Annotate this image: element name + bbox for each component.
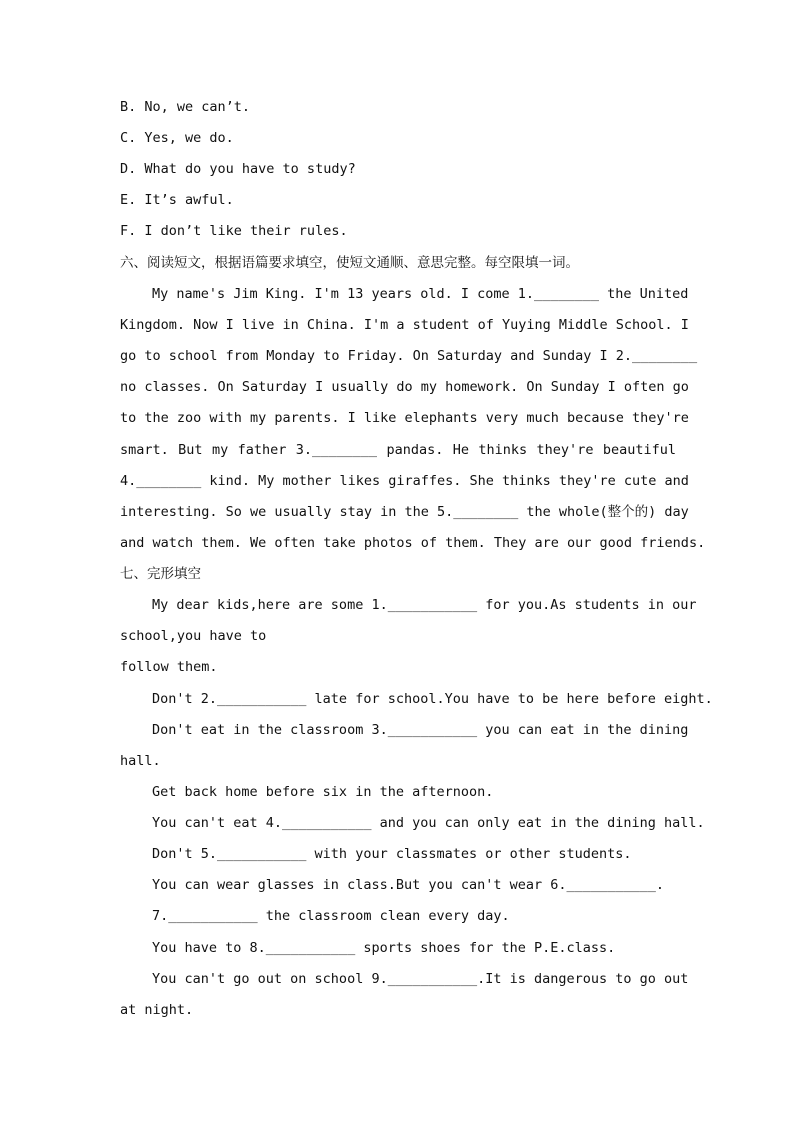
passage6-line: interesting. So we usually stay in the 5.________ the whole(整个的) day: [120, 504, 689, 520]
passage7-line: You can't eat 4.___________ and you can only eat in the dining hall.: [152, 815, 705, 831]
passage7-line: follow them.: [120, 659, 218, 675]
section6-heading: 六、阅读短文，根据语篇要求填空，使短文通顺、意思完整。每空限填一词。: [120, 255, 579, 271]
option-d: D. What do you have to study?: [120, 161, 356, 177]
passage7-line: Get back home before six in the afternoon.: [152, 784, 494, 800]
passage7-line: hall.: [120, 753, 161, 769]
option-f: F. I don’t like their rules.: [120, 223, 348, 239]
passage7-line: at night.: [120, 1002, 194, 1018]
passage6-line: 4.________ kind. My mother likes giraffes. She thinks they're cute and: [120, 473, 689, 489]
option-c: C. Yes, we do.: [120, 130, 234, 146]
passage6-line: My name's Jim King. I'm 13 years old. I come 1.________ the United: [152, 286, 689, 302]
passage7-line: You can't go out on school 9.___________.It is dangerous to go out: [152, 971, 689, 987]
option-b: B. No, we can’t.: [120, 99, 251, 115]
passage7-line: You have to 8.___________ sports shoes for the P.E.class.: [152, 940, 616, 956]
passage6-line: to the zoo with my parents. I like elephants very much because they're: [120, 410, 689, 426]
passage6-line: and watch them. We often take photos of them. They are our good friends.: [120, 535, 706, 551]
passage7-line: My dear kids,here are some 1.___________ for you.As students in our: [152, 597, 697, 613]
passage6-line: smart. But my father 3.________ pandas. He thinks they're beautiful: [120, 442, 676, 458]
passage7-line: Don't 2.___________ late for school.You have to be here before eight.: [152, 691, 713, 707]
passage6-line: Kingdom. Now I live in China. I'm a student of Yuying Middle School. I: [120, 317, 689, 333]
option-e: E. It’s awful.: [120, 192, 234, 208]
section7-heading: 七、完形填空: [120, 566, 201, 582]
passage7-line: Don't eat in the classroom 3.___________ you can eat in the dining: [152, 722, 689, 738]
passage7-line: school,you have to: [120, 628, 267, 644]
passage7-line: You can wear glasses in class.But you can't wear 6.___________.: [152, 877, 665, 893]
passage7-line: Don't 5.___________ with your classmates or other students.: [152, 846, 632, 862]
passage6-line: no classes. On Saturday I usually do my homework. On Sunday I often go: [120, 379, 689, 395]
passage7-line: 7.___________ the classroom clean every day.: [152, 908, 510, 924]
passage6-line: go to school from Monday to Friday. On Saturday and Sunday I 2.________: [120, 348, 698, 364]
